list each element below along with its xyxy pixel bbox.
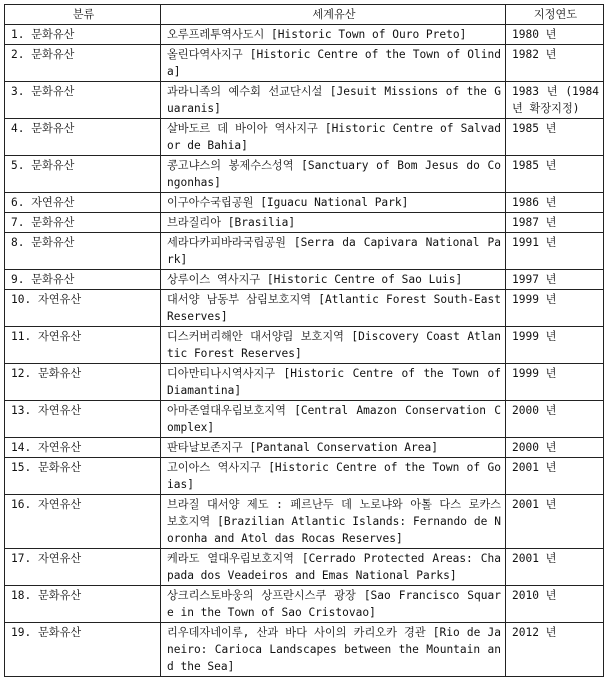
table-row bbox=[5, 119, 604, 156]
table-row bbox=[5, 290, 604, 327]
category-cell: 17. 자연유산 bbox=[5, 549, 161, 586]
year-cell: 1980 년 bbox=[506, 25, 604, 45]
heritage-cell: 브라질 대서양 제도 : 페르난두 데 노로냐와 아톨 다스 로카스 보호지역 [Brazilian Atlantic Islands: Fernando de Noronha and Atol das Rocas Reserves] bbox=[161, 495, 506, 549]
table-row bbox=[5, 213, 604, 233]
heritage-cell: 과라니족의 예수회 선교단시설 [Jesuit Missions of the Guaranis] bbox=[161, 82, 506, 119]
year-cell: 2001 년 bbox=[506, 458, 604, 495]
table-header-row bbox=[5, 5, 604, 25]
header-heritage: 세계유산 bbox=[161, 5, 506, 25]
category-cell: 5. 문화유산 bbox=[5, 156, 161, 193]
table-row bbox=[5, 270, 604, 290]
category-cell: 7. 문화유산 bbox=[5, 213, 161, 233]
heritage-cell: 아마존열대우림보호지역 [Central Amazon Conservation Complex] bbox=[161, 401, 506, 438]
header-category: 분류 bbox=[5, 5, 161, 25]
category-cell: 16. 자연유산 bbox=[5, 495, 161, 549]
category-cell: 18. 문화유산 bbox=[5, 586, 161, 623]
world-heritage-table bbox=[4, 4, 604, 677]
table-row bbox=[5, 233, 604, 270]
table-row bbox=[5, 401, 604, 438]
year-cell: 2001 년 bbox=[506, 549, 604, 586]
category-cell: 6. 자연유산 bbox=[5, 193, 161, 213]
category-cell: 12. 문화유산 bbox=[5, 364, 161, 401]
heritage-cell: 이구아수국립공원 [Iguacu National Park] bbox=[161, 193, 506, 213]
category-cell: 13. 자연유산 bbox=[5, 401, 161, 438]
year-cell: 1983 년 (1984 년 확장지정) bbox=[506, 82, 604, 119]
heritage-cell: 세라다카피바라국립공원 [Serra da Capivara National Park] bbox=[161, 233, 506, 270]
table-row bbox=[5, 156, 604, 193]
heritage-cell: 오루프레투역사도시 [Historic Town of Ouro Preto] bbox=[161, 25, 506, 45]
table-row bbox=[5, 586, 604, 623]
year-cell: 1999 년 bbox=[506, 364, 604, 401]
table-row bbox=[5, 82, 604, 119]
category-cell: 11. 자연유산 bbox=[5, 327, 161, 364]
heritage-cell: 판타날보존지구 [Pantanal Conservation Area] bbox=[161, 438, 506, 458]
category-cell: 2. 문화유산 bbox=[5, 45, 161, 82]
heritage-cell: 리우데자네이루, 산과 바다 사이의 카리오카 경관 [Rio de Janeiro: Carioca Landscapes between the Mountain and the Sea] bbox=[161, 623, 506, 677]
heritage-cell: 올린다역사지구 [Historic Centre of the Town of Olinda] bbox=[161, 45, 506, 82]
heritage-cell: 상루이스 역사지구 [Historic Centre of Sao Luis] bbox=[161, 270, 506, 290]
table-row bbox=[5, 438, 604, 458]
category-cell: 14. 자연유산 bbox=[5, 438, 161, 458]
heritage-cell: 상크리스토바웅의 상프란시스쿠 광장 [Sao Francisco Square in the Town of Sao Cristovao] bbox=[161, 586, 506, 623]
heritage-cell: 디아만티나시역사지구 [Historic Centre of the Town of Diamantina] bbox=[161, 364, 506, 401]
heritage-cell: 고이아스 역사지구 [Historic Centre of the Town of Goias] bbox=[161, 458, 506, 495]
heritage-cell: 대서양 남동부 삼림보호지역 [Atlantic Forest South-East Reserves] bbox=[161, 290, 506, 327]
year-cell: 1991 년 bbox=[506, 233, 604, 270]
header-year: 지정연도 bbox=[506, 5, 604, 25]
category-cell: 1. 문화유산 bbox=[5, 25, 161, 45]
table-row bbox=[5, 623, 604, 677]
category-cell: 19. 문화유산 bbox=[5, 623, 161, 677]
year-cell: 2001 년 bbox=[506, 495, 604, 549]
category-cell: 15. 문화유산 bbox=[5, 458, 161, 495]
category-cell: 3. 문화유산 bbox=[5, 82, 161, 119]
year-cell: 1985 년 bbox=[506, 156, 604, 193]
table-row bbox=[5, 458, 604, 495]
heritage-table-container bbox=[4, 4, 604, 677]
heritage-cell: 브라질리아 [Brasilia] bbox=[161, 213, 506, 233]
table-row bbox=[5, 364, 604, 401]
year-cell: 2000 년 bbox=[506, 438, 604, 458]
year-cell: 2010 년 bbox=[506, 586, 604, 623]
category-cell: 9. 문화유산 bbox=[5, 270, 161, 290]
category-cell: 4. 문화유산 bbox=[5, 119, 161, 156]
table-row bbox=[5, 193, 604, 213]
heritage-cell: 살바도르 데 바이아 역사지구 [Historic Centre of Salvador de Bahia] bbox=[161, 119, 506, 156]
table-row bbox=[5, 327, 604, 364]
year-cell: 2000 년 bbox=[506, 401, 604, 438]
year-cell: 1987 년 bbox=[506, 213, 604, 233]
year-cell: 2012 년 bbox=[506, 623, 604, 677]
category-cell: 10. 자연유산 bbox=[5, 290, 161, 327]
table-row bbox=[5, 495, 604, 549]
year-cell: 1997 년 bbox=[506, 270, 604, 290]
year-cell: 1999 년 bbox=[506, 290, 604, 327]
category-cell: 8. 문화유산 bbox=[5, 233, 161, 270]
table-row bbox=[5, 45, 604, 82]
year-cell: 1985 년 bbox=[506, 119, 604, 156]
heritage-cell: 콩고냐스의 봉제수스성역 [Sanctuary of Bom Jesus do Congonhas] bbox=[161, 156, 506, 193]
heritage-cell: 디스커버리해안 대서양림 보호지역 [Discovery Coast Atlantic Forest Reserves] bbox=[161, 327, 506, 364]
year-cell: 1986 년 bbox=[506, 193, 604, 213]
year-cell: 1999 년 bbox=[506, 327, 604, 364]
table-row bbox=[5, 549, 604, 586]
year-cell: 1982 년 bbox=[506, 45, 604, 82]
heritage-cell: 케라도 열대우림보호지역 [Cerrado Protected Areas: Chapada dos Veadeiros and Emas National Parks] bbox=[161, 549, 506, 586]
table-row bbox=[5, 25, 604, 45]
